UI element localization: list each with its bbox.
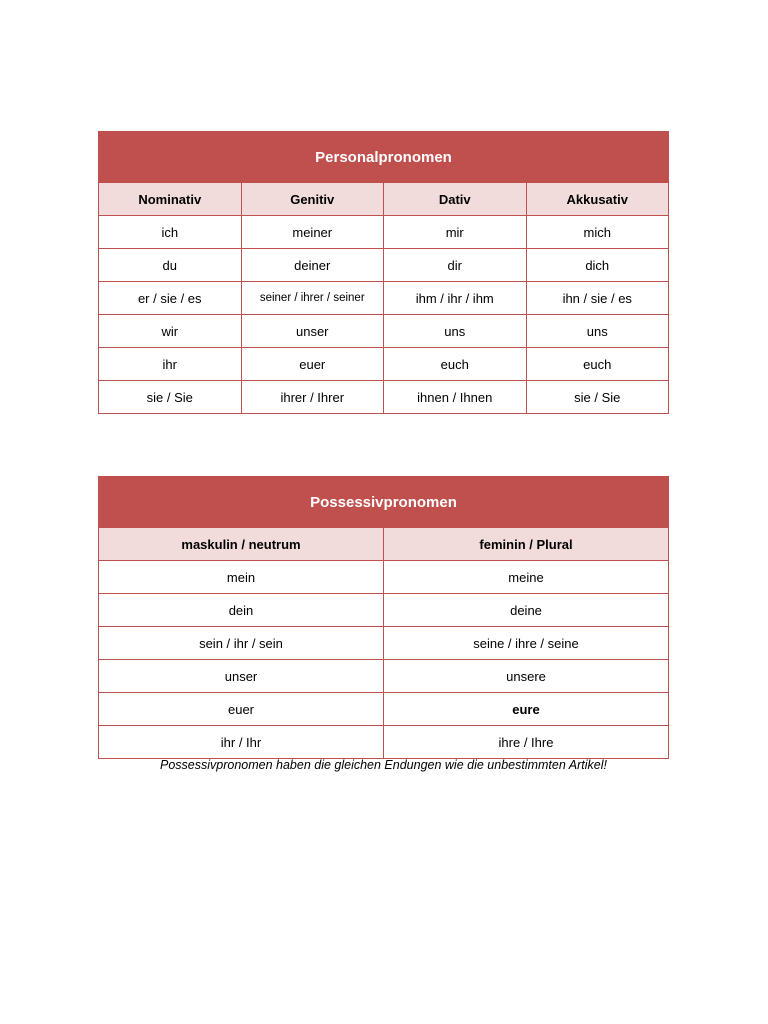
table-title: Personalpronomen (99, 132, 669, 183)
table-cell: euch (526, 348, 669, 381)
table-cell: mich (526, 216, 669, 249)
table-row (99, 381, 669, 414)
table-row (99, 660, 669, 693)
table-cell: mein (99, 561, 384, 594)
column-header-maskulin-neutrum: maskulin / neutrum (99, 528, 384, 561)
table-row (99, 627, 669, 660)
table-cell: ihre / Ihre (384, 726, 669, 759)
table-title: Possessivpronomen (99, 477, 669, 528)
table-header-row (99, 528, 669, 561)
possessivpronomen-table (98, 476, 669, 759)
table-cell: du (99, 249, 242, 282)
table-cell: ihrer / Ihrer (241, 381, 384, 414)
table-cell: uns (384, 315, 527, 348)
table-cell: euch (384, 348, 527, 381)
table-cell: mir (384, 216, 527, 249)
personalpronomen-table (98, 131, 669, 414)
table-cell: unsere (384, 660, 669, 693)
table-row (99, 561, 669, 594)
table-row (99, 315, 669, 348)
table-cell: ihn / sie / es (526, 282, 669, 315)
table-cell: er / sie / es (99, 282, 242, 315)
table-cell: sie / Sie (526, 381, 669, 414)
table-cell: seiner / ihrer / seiner (241, 282, 384, 315)
table-row (99, 726, 669, 759)
table-title-row (99, 477, 669, 528)
table-cell: eure (384, 693, 669, 726)
column-header-genitiv: Genitiv (241, 183, 384, 216)
table-cell: ihr / Ihr (99, 726, 384, 759)
table-row (99, 216, 669, 249)
table-header-row (99, 183, 669, 216)
table-cell: sein / ihr / sein (99, 627, 384, 660)
table-row (99, 348, 669, 381)
table-cell: uns (526, 315, 669, 348)
table-title-row (99, 132, 669, 183)
table-cell: unser (241, 315, 384, 348)
table-cell: unser (99, 660, 384, 693)
column-header-nominativ: Nominativ (99, 183, 242, 216)
table-cell: euer (241, 348, 384, 381)
table-cell: dich (526, 249, 669, 282)
table-cell: dir (384, 249, 527, 282)
table-cell: ihr (99, 348, 242, 381)
column-header-akkusativ: Akkusativ (526, 183, 669, 216)
column-header-dativ: Dativ (384, 183, 527, 216)
table-row (99, 693, 669, 726)
column-header-feminin-plural: feminin / Plural (384, 528, 669, 561)
table-cell: ihnen / Ihnen (384, 381, 527, 414)
table-row (99, 594, 669, 627)
table-cell: deiner (241, 249, 384, 282)
table-row (99, 249, 669, 282)
table-cell: deine (384, 594, 669, 627)
table-cell: meiner (241, 216, 384, 249)
table-cell: dein (99, 594, 384, 627)
footnote: Possessivpronomen haben die gleichen Endungen wie die unbestimmten Artikel! (159, 758, 608, 772)
table-cell: meine (384, 561, 669, 594)
table-cell: ich (99, 216, 242, 249)
table-row (99, 282, 669, 315)
table-cell: ihm / ihr / ihm (384, 282, 527, 315)
table-cell: sie / Sie (99, 381, 242, 414)
table-cell: wir (99, 315, 242, 348)
table-cell: seine / ihre / seine (384, 627, 669, 660)
table-cell: euer (99, 693, 384, 726)
